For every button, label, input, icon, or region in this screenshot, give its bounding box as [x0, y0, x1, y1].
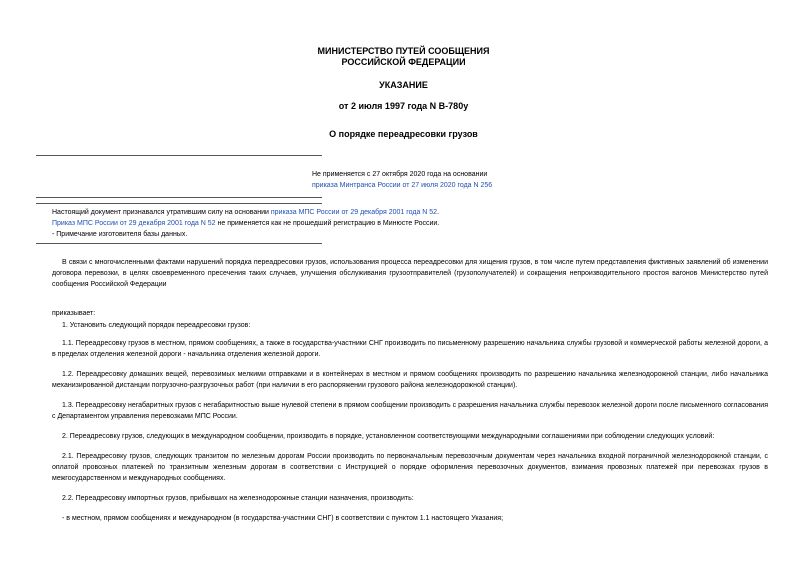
document-date: от 2 июля 1997 года N В-780у	[338, 101, 469, 111]
invalid-note-line1	[52, 207, 439, 218]
paragraph-1-3: 1.3. Переадресовку негабаритных грузов с негабаритностью выше нулевой степени в прямом сообщении производить с разрешения начальника службы перевозок железной дороги после письменного согласования с Департаментом управления перевозками МПС России.	[52, 402, 768, 420]
paragraph-2: 2. Переадресовку грузов, следующих в международном сообщении, производить в порядке, установленном соответствующими международными соглашениями при соблюдении следующих условий:	[62, 433, 715, 440]
status-note-link[interactable]: приказа Минтранса России от 27 июля 2020 года N 256	[312, 182, 493, 189]
divider	[36, 155, 322, 156]
paragraph-1: 1. Установить следующий порядок переадресовки грузов:	[62, 322, 251, 329]
invalid-note-text-2: не применяется как не прошедший регистрацию в Минюсте России.	[215, 220, 440, 227]
intro-paragraph: В связи с многочисленными фактами нарушений порядка переадресовки грузов, использования процесса переадресовки для хищения грузов, в том числе путем представления фиктивных заявлений об изменении договора перевозки, в целях своевременного пресечения таких случаев, улучшения обслуживания грузоотправителей (грузополучателей) и сокращения непроизводительного простоя вагонов Министерство путей сообщения Российской Федерации	[52, 259, 768, 288]
status-note-text: Не применяется с 27 октября 2020 года на основании	[312, 171, 488, 178]
invalid-note-order-link[interactable]: приказа МПС России от 29 декабря 2001 года N 52	[270, 209, 438, 216]
orders-word: приказывает:	[52, 310, 96, 317]
invalid-note-line2	[52, 218, 439, 229]
paragraph-2-2-a: - в местном, прямом сообщениях и международном (в государства-участники СНГ) в соответствии с пунктом 1.1 настоящего Указания;	[62, 515, 504, 522]
paragraph-2-1: 2.1. Переадресовку грузов, следующих транзитом по железным дорогам России производить по первоначальным перевозочным документам через начальника входной пограничной железнодорожной станции, с оплатой провозных платежей по транзитным железным дорогам в соответствии с Инструкцией о порядке оформления перевозочных документов, взимания провозных платежей при перевозках грузов в межгосударственном и международных сообщениях.	[52, 453, 768, 482]
invalid-note-order-link-2[interactable]: Приказ МПС России от 29 декабря 2001 года N 52	[52, 220, 216, 227]
ministry-name-line1: МИНИСТЕРСТВО ПУТЕЙ СООБЩЕНИЯ	[317, 46, 490, 56]
divider	[36, 203, 322, 204]
document-title: О порядке переадресовки грузов	[329, 129, 478, 139]
paragraph-1-2: 1.2. Переадресовку домашних вещей, перевозимых мелкими отправками и в контейнерах в местном и прямом сообщениях производить по разрешению начальника железнодорожной станции, либо начальника механизированной дистанции погрузочно-разгрузочных работ (при наличии в его распоряжении грузового района железнодорожной станции).	[52, 371, 768, 389]
paragraph-2-2: 2.2. Переадресовку импортных грузов, прибывших на железнодорожные станции назначения, производить:	[62, 495, 414, 502]
divider	[36, 197, 322, 198]
divider	[36, 243, 322, 244]
document-type: УКАЗАНИЕ	[379, 80, 428, 90]
paragraph-1-1: 1.1. Переадресовку грузов в местном, прямом сообщениях, а также в государства-участники СНГ производить по письменному разрешению начальника службы грузовой и коммерческой работы железной дороги, а в пределах отделения железной дороги - начальника отделения железной дороги.	[52, 340, 768, 358]
invalid-note-text: Настоящий документ признавался утратившим силу на основании	[52, 209, 271, 216]
invalid-note-end: .	[437, 209, 440, 216]
ministry-name-line2: РОССИЙСКОЙ ФЕДЕРАЦИИ	[341, 57, 466, 67]
database-note: - Примечание изготовителя базы данных.	[52, 231, 188, 238]
